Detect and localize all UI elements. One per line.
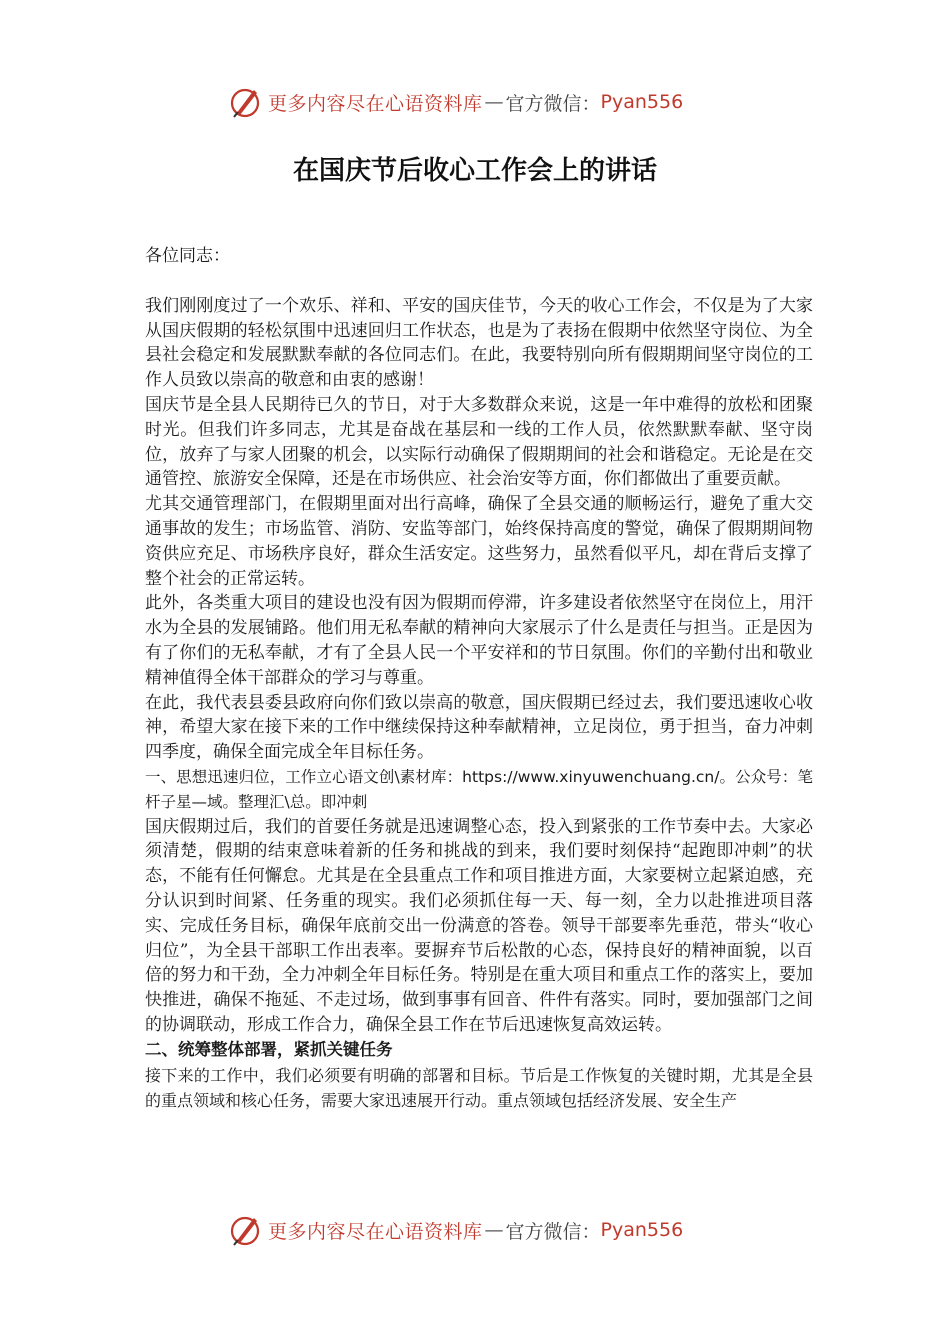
paragraph: 此外，各类重大项目的建设也没有因为假期而停滞，许多建设者依然坚守在岗位上，用汗水为全县的发展铺路。他们用无私奉献的精神向大家展示了什么是责任与担当。正是因为有了你们的无私奉献，才有了全县人民一个平安祥和的节日氛围。你们的辛勤付出和敬业精神值得全体干部群众的学习与尊重。 (145, 593, 813, 688)
footer-watermark (228, 1210, 748, 1250)
document-title: 在国庆节后收心工作会上的讲话 (292, 156, 657, 186)
quill-logo-icon (228, 84, 264, 120)
section-heading-2: 二、统筹整体部署，紧抓关键任务 (145, 1039, 393, 1059)
quill-logo-icon (228, 1212, 264, 1248)
watermark-wechat-label: 官方微信： (505, 1220, 601, 1243)
watermark-text: 更多内容尽在心语资料库 (268, 92, 483, 115)
paragraph: 我们刚刚度过了一个欢乐、祥和、平安的国庆佳节，今天的收心工作会，不仅是为了大家从国庆假期的轻松氛围中迅速回归工作状态，也是为了表扬在假期中依然坚守岗位、为全县社会稳定和发展默默奉献的各位同志们。在此，我要特别向所有假期期间坚守岗位的工作人员致以崇高的敬意和由衷的感谢！ (145, 295, 813, 391)
paragraph: 国庆节是全县人民期待已久的节日，对于大多数群众来说，这是一年中难得的放松和团聚时光。但我们许多同志，尤其是奋战在基层和一线的工作人员，依然默默奉献、坚守岗位，放弃了与家人团聚的机会，以实际行动确保了假期期间的社会和谐稳定。无论是在交通管控、旅游安全保障，还是在市场供应、社会治安等方面，你们都做出了重要贡献。 (145, 394, 813, 490)
paragraph: 接下来的工作中，我们必须要有明确的部署和目标。节后是工作恢复的关键时期，尤其是全县的重点领域和核心任务，需要大家迅速展开行动。重点领域包括经济发展、安全生产 (145, 1065, 813, 1110)
watermark-wechat-id: Pyan556 (600, 1219, 684, 1241)
salutation: 各位同志： (145, 246, 230, 266)
paragraph: 尤其交通管理部门，在假期里面对出行高峰，确保了全县交通的顺畅运行，避免了重大交通事故的发生；市场监管、消防、安监等部门，始终保持高度的警觉，确保了假期期间物资供应充足、市场秩序良好，群众生活安定。这些努力，虽然看似平凡，却在背后支撑了整个社会的正常运转。 (145, 494, 813, 589)
watermark-separator: — (484, 91, 504, 113)
paragraph: 国庆假期过后，我们的首要任务就是迅速调整心态，投入到紧张的工作节奏中去。大家必须清楚，假期的结束意味着新的任务和挑战的到来，我们要时刻保持“起跑即冲刺”的状态，不能有任何懈怠。尤其是在全县重点工作和项目推进方面，大家要树立起紧迫感，充分认识到时间紧、任务重的现实。我们必须抓住每一天、每一刻，全力以赴推进项目落实、完成任务目标，确保年底前交出一份满意的答卷。领导干部要率先垂范，带头“收心归位”，为全县干部职工作出表率。要摒弃节后松散的心态，保持良好的精神面貌，以百倍的努力和干劲，全力冲刺全年目标任务。特别是在重大项目和重点工作的落实上，要加快推进，确保不拖延、不走过场，做到事事有回音、件件有落实。同时，要加强部门之间的协调联动，形成工作合力，确保全县工作在节后迅速恢复高效运转。 (145, 816, 813, 1035)
document-body (145, 244, 813, 1113)
header-watermark (228, 82, 748, 122)
paragraph: 在此，我代表县委县政府向你们致以崇高的敬意，国庆假期已经过去，我们要迅速收心收神，希望大家在接下来的工作中继续保持这种奉献精神，立足岗位，勇于担当，奋力冲刺四季度，确保全面完成全年目标任务。 (145, 692, 813, 763)
section-heading-1: 一、思想迅速归位，工作立心语文创\素材库：https://www.xinyuwenchuang.cn/。公众号：笔杆子星—域。整理汇\总。即冲刺 (145, 767, 813, 811)
watermark-wechat-id: Pyan556 (600, 91, 684, 113)
watermark-text: 更多内容尽在心语资料库 (268, 1220, 483, 1243)
watermark-wechat-label: 官方微信： (505, 92, 601, 115)
watermark-separator: — (484, 1219, 504, 1241)
